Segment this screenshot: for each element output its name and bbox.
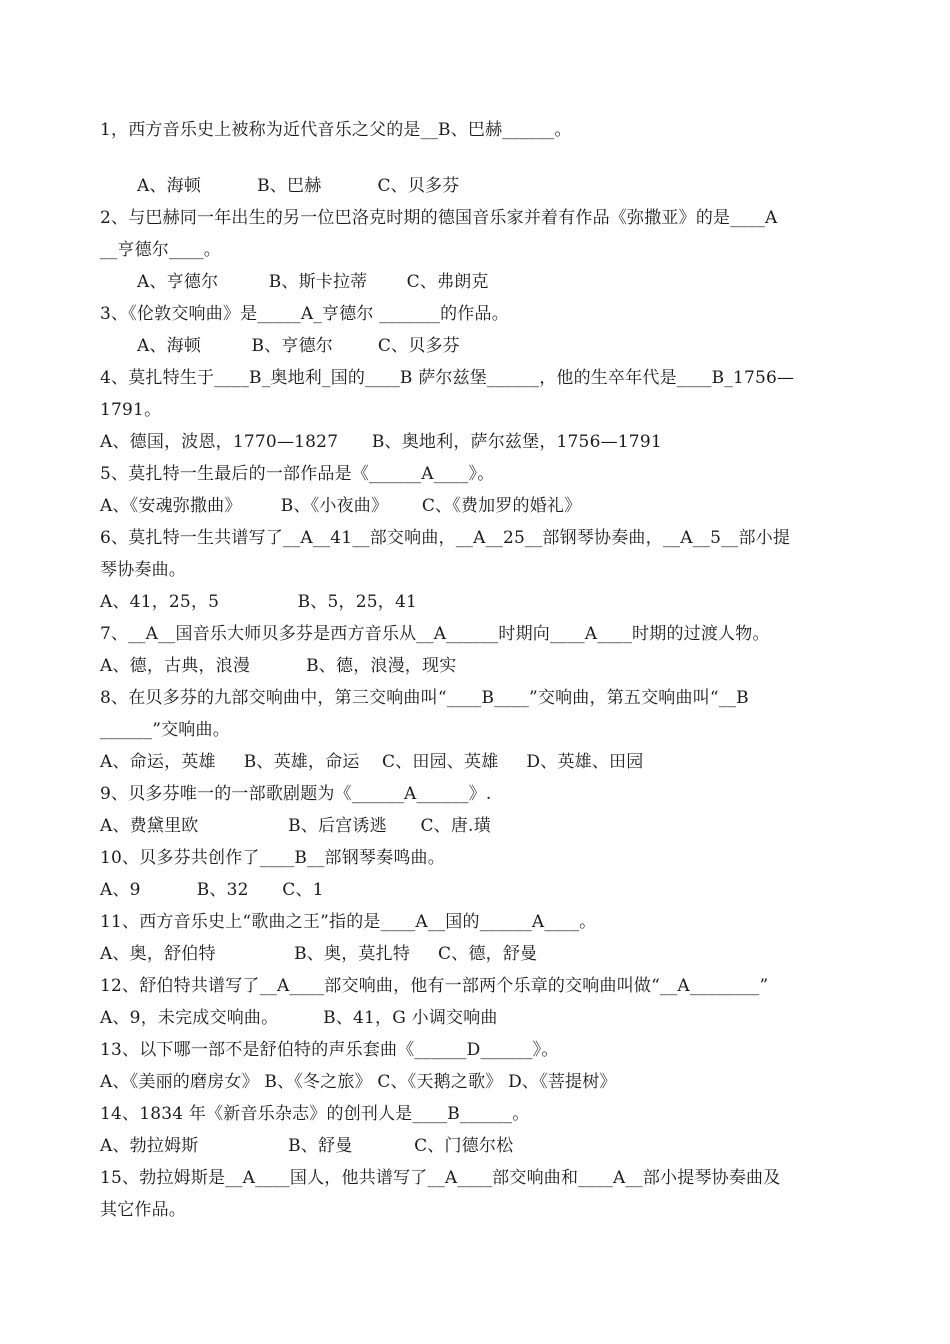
question-10-options: A、9 B、32 C、1 <box>100 880 324 900</box>
question-14-options: A、勃拉姆斯 B、舒曼 C、门德尔松 <box>100 1136 514 1156</box>
question-1-options: A、海顿 B、巴赫 C、贝多芬 <box>137 176 460 196</box>
question-2-cont: __亨德尔____。 <box>100 240 221 260</box>
question-13: 13、以下哪一部不是舒伯特的声乐套曲《______D______》。 <box>100 1040 559 1060</box>
question-15: 15、勃拉姆斯是__A____国人，他共谱写了__A____部交响曲和____A__部小提琴协奏曲及 <box>100 1168 781 1188</box>
question-10: 10、贝多芬共创作了____B__部钢琴奏鸣曲。 <box>100 848 445 868</box>
question-5-options: A、《安魂弥撒曲》 B、《小夜曲》 C、《费加罗的婚礼》 <box>100 496 582 516</box>
question-7: 7、__A__国音乐大师贝多芬是西方音乐从__A______时期向____A____时期的过渡人物。 <box>100 624 770 644</box>
question-12-options: A、9，未完成交响曲。 B、41，G 小调交响曲 <box>100 1008 498 1028</box>
question-15-cont: 其它作品。 <box>100 1200 186 1220</box>
question-8-cont: ______”交响曲。 <box>100 720 230 740</box>
question-3-options: A、海顿 B、亨德尔 C、贝多芬 <box>137 336 460 356</box>
question-9-options: A、费黛里欧 B、后宫诱逃 C、唐.璜 <box>100 816 491 836</box>
question-6-options: A、41，25，5 B、5，25，41 <box>100 592 417 612</box>
question-4: 4、莫扎特生于____B_奥地利_国的____B 萨尔兹堡______，他的生卒年代是____B_1756— <box>100 368 795 388</box>
question-4-cont: 1791。 <box>100 400 162 420</box>
question-4-options: A、德国，波恩，1770—1827 B、奥地利，萨尔兹堡，1756—1791 <box>100 432 662 452</box>
question-11: 11、西方音乐史上“歌曲之王”指的是____A__国的______A____。 <box>100 912 597 932</box>
question-13-options: A、《美丽的磨房女》 B、《冬之旅》 C、《天鹅之歌》 D、《菩提树》 <box>100 1072 617 1092</box>
question-2: 2、与巴赫同一年出生的另一位巴洛克时期的德国音乐家并着有作品《弥撒亚》的是____A <box>100 208 778 228</box>
question-1: 1，西方音乐史上被称为近代音乐之父的是__B、巴赫______。 <box>100 120 572 140</box>
question-6: 6、莫扎特一生共谱写了__A__41__部交响曲，__A__25__部钢琴协奏曲，__A__5__部小提 <box>100 528 791 548</box>
question-8: 8、在贝多芬的九部交响曲中，第三交响曲叫“____B____”交响曲，第五交响曲叫“__B <box>100 688 749 708</box>
question-3: 3、《伦敦交响曲》是_____A_亨德尔 _______的作品。 <box>100 304 509 324</box>
question-11-options: A、奥，舒伯特 B、奥，莫扎特 C、德，舒曼 <box>100 944 538 964</box>
question-14: 14、1834 年《新音乐杂志》的创刊人是____B______。 <box>100 1104 530 1124</box>
question-6-cont: 琴协奏曲。 <box>100 560 186 580</box>
question-9: 9、贝多芬唯一的一部歌剧题为《______A______》. <box>100 784 492 804</box>
question-12: 12、舒伯特共谱写了__A____部交响曲，他有一部两个乐章的交响曲叫做“__A________” <box>100 976 769 996</box>
question-7-options: A、德，古典，浪漫 B、德，浪漫，现实 <box>100 656 457 676</box>
question-5: 5、莫扎特一生最后的一部作品是《______A____》。 <box>100 464 495 484</box>
question-2-options: A、亨德尔 B、斯卡拉蒂 C、弗朗克 <box>137 272 489 292</box>
question-8-options: A、命运，英雄 B、英雄，命运 C、田园、英雄 D、英雄、田园 <box>100 752 644 772</box>
